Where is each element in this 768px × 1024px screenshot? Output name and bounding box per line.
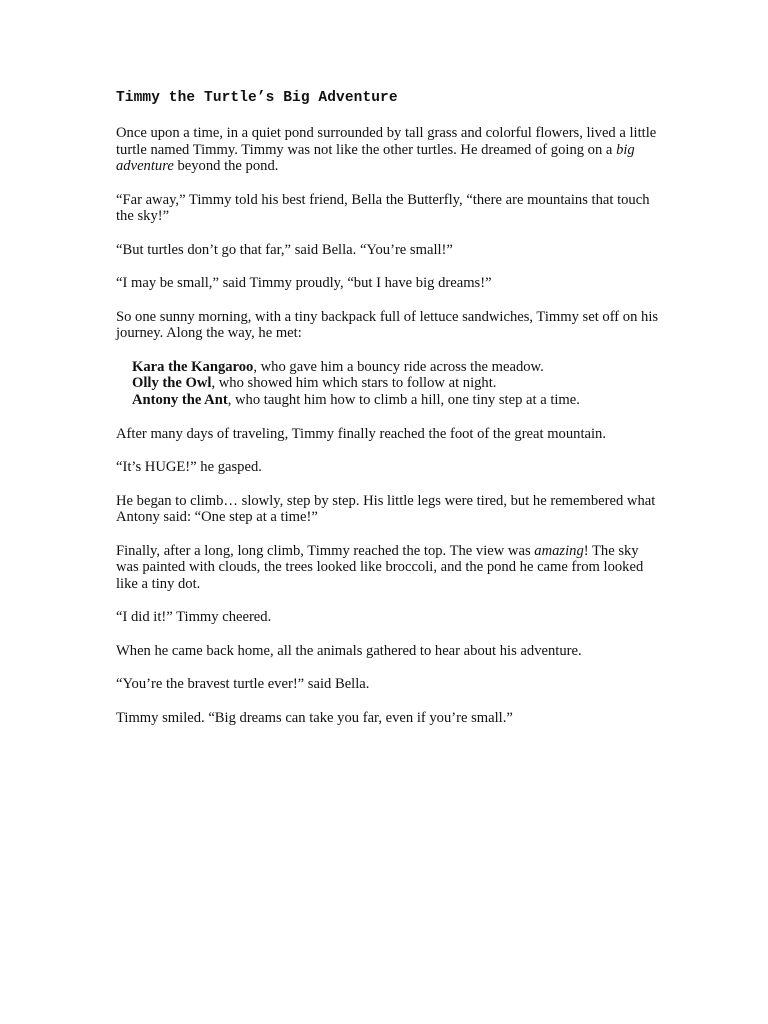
paragraph-home: When he came back home, all the animals gathered to hear about his adventure. (116, 642, 582, 659)
paragraph-big-dreams: “I may be small,” said Timmy proudly, “but I have big dreams!” (116, 275, 492, 291)
paragraph-ending: Timmy smiled. “Big dreams can take you far, even if you’re small.” (116, 709, 513, 726)
friend-name: Kara the Kangaroo (132, 358, 254, 375)
friend-desc: , who showed him which stars to follow at night. (211, 375, 497, 392)
friend-name: Antony the Ant (132, 391, 228, 408)
paragraph-intro-text: Once upon a time, in a quiet pond surrounded by tall grass and colorful flowers, lived a little turtle named Timmy. Timmy was not like the other turtles. He dreamed of going on a (116, 125, 657, 158)
paragraph-intro-end: beyond the pond. (173, 158, 279, 174)
friend-desc: , who taught him how to climb a hill, one tiny step at a time. (227, 391, 580, 408)
paragraph-top-end: ! The sky was painted with clouds, the trees looked like broccoli, and the pond he came from looked like a tiny dot. (116, 542, 644, 592)
list-item (132, 375, 661, 392)
paragraph-journey: So one sunny morning, with a tiny backpack full of lettuce sandwiches, Timmy set off on his journey. Along the way, he met: (116, 308, 659, 341)
emphasis-amazing: amazing (534, 542, 584, 559)
friend-desc: , who gave him a bouncy ride across the meadow. (253, 358, 544, 375)
story-body (116, 88, 661, 743)
list-item (132, 359, 661, 376)
paragraph-huge: “It’s HUGE!” he gasped. (116, 459, 262, 476)
paragraph-top-text: Finally, after a long, long climb, Timmy reached the top. The view was (116, 542, 535, 559)
paragraph-bravest: “You’re the bravest turtle ever!” said Bella. (116, 676, 370, 693)
paragraph-climb: He began to climb… slowly, step by step. His little legs were tired, but he remembered what Antony said: “One step at a time!” (116, 492, 656, 526)
paragraph-did-it: “I did it!” Timmy cheered. (116, 609, 272, 626)
paragraph-intro (116, 125, 661, 175)
paragraph-top (116, 543, 661, 593)
emphasis-big-adventure: big adventure (116, 141, 635, 174)
paragraph-mountain-foot: After many days of traveling, Timmy finally reached the foot of the great mountain. (116, 425, 606, 442)
paragraph-far-away: “Far away,” Timmy told his best friend, Bella the Butterfly, “there are mountains that touch the sky!” (116, 191, 650, 224)
friends-list (132, 359, 661, 409)
story-title: Timmy the Turtle’s Big Adventure (116, 90, 398, 106)
paragraph-bella-reply: “But turtles don’t go that far,” said Bella. “You’re small!” (116, 241, 453, 258)
friend-name: Olly the Owl (132, 375, 212, 392)
list-item (132, 392, 661, 409)
